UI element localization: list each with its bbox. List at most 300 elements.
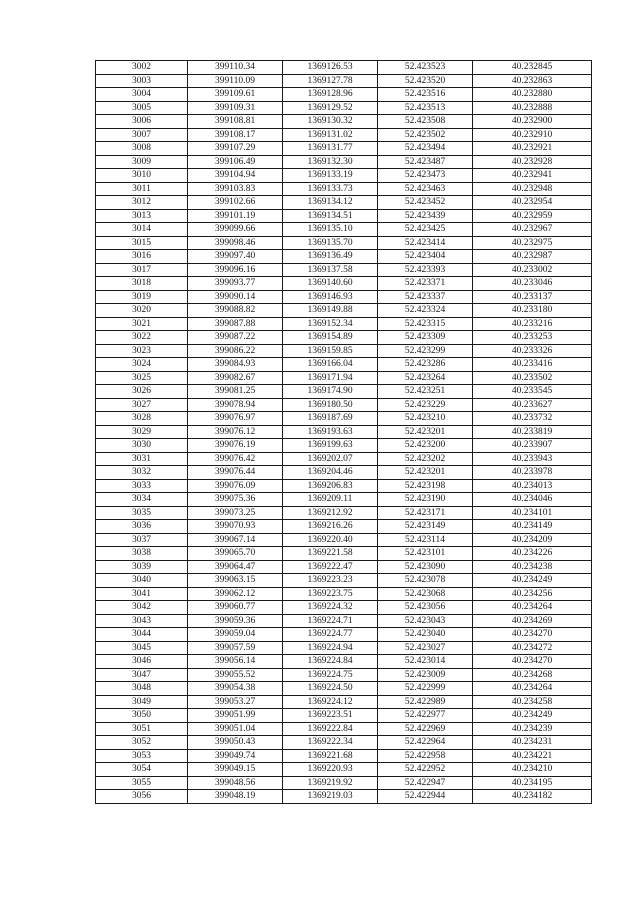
longitude-cell: 40.233627 [473, 398, 592, 412]
y-coordinate-cell: 1369166.04 [283, 358, 378, 372]
y-coordinate-cell: 1369220.40 [283, 533, 378, 547]
latitude-cell: 52.423299 [378, 344, 473, 358]
point-number-cell: 3046 [96, 655, 188, 669]
y-coordinate-cell: 1369219.03 [283, 790, 378, 804]
x-coordinate-cell: 399076.19 [188, 439, 283, 453]
point-number-cell: 3013 [96, 209, 188, 223]
y-coordinate-cell: 1369174.90 [283, 385, 378, 399]
longitude-cell: 40.233180 [473, 304, 592, 318]
point-number-cell: 3043 [96, 614, 188, 628]
y-coordinate-cell: 1369127.78 [283, 74, 378, 88]
longitude-cell: 40.232910 [473, 128, 592, 142]
y-coordinate-cell: 1369135.70 [283, 236, 378, 250]
x-coordinate-cell: 399073.25 [188, 506, 283, 520]
latitude-cell: 52.422969 [378, 722, 473, 736]
coordinates-table-body [96, 61, 592, 804]
point-number-cell: 3016 [96, 250, 188, 264]
x-coordinate-cell: 399109.31 [188, 101, 283, 115]
latitude-cell: 52.423494 [378, 142, 473, 156]
latitude-cell: 52.423078 [378, 574, 473, 588]
y-coordinate-cell: 1369133.73 [283, 182, 378, 196]
y-coordinate-cell: 1369212.92 [283, 506, 378, 520]
y-coordinate-cell: 1369224.32 [283, 601, 378, 615]
point-number-cell: 3028 [96, 412, 188, 426]
table-row [96, 628, 592, 642]
longitude-cell: 40.234046 [473, 493, 592, 507]
longitude-cell: 40.233943 [473, 452, 592, 466]
y-coordinate-cell: 1369132.30 [283, 155, 378, 169]
point-number-cell: 3039 [96, 560, 188, 574]
longitude-cell: 40.234195 [473, 776, 592, 790]
table-row [96, 763, 592, 777]
point-number-cell: 3031 [96, 452, 188, 466]
point-number-cell: 3030 [96, 439, 188, 453]
longitude-cell: 40.234268 [473, 668, 592, 682]
x-coordinate-cell: 399103.83 [188, 182, 283, 196]
latitude-cell: 52.423201 [378, 425, 473, 439]
table-row [96, 655, 592, 669]
point-number-cell: 3053 [96, 749, 188, 763]
longitude-cell: 40.233416 [473, 358, 592, 372]
longitude-cell: 40.234269 [473, 614, 592, 628]
latitude-cell: 52.423393 [378, 263, 473, 277]
point-number-cell: 3026 [96, 385, 188, 399]
latitude-cell: 52.423508 [378, 115, 473, 129]
table-row [96, 250, 592, 264]
x-coordinate-cell: 399081.25 [188, 385, 283, 399]
table-row [96, 169, 592, 183]
latitude-cell: 52.423516 [378, 88, 473, 102]
y-coordinate-cell: 1369128.96 [283, 88, 378, 102]
latitude-cell: 52.423043 [378, 614, 473, 628]
y-coordinate-cell: 1369221.58 [283, 547, 378, 561]
y-coordinate-cell: 1369224.12 [283, 695, 378, 709]
table-row [96, 587, 592, 601]
latitude-cell: 52.423324 [378, 304, 473, 318]
x-coordinate-cell: 399048.19 [188, 790, 283, 804]
latitude-cell: 52.423210 [378, 412, 473, 426]
point-number-cell: 3015 [96, 236, 188, 250]
y-coordinate-cell: 1369222.84 [283, 722, 378, 736]
point-number-cell: 3032 [96, 466, 188, 480]
x-coordinate-cell: 399076.44 [188, 466, 283, 480]
latitude-cell: 52.422999 [378, 682, 473, 696]
point-number-cell: 3042 [96, 601, 188, 615]
table-row [96, 493, 592, 507]
point-number-cell: 3050 [96, 709, 188, 723]
longitude-cell: 40.233216 [473, 317, 592, 331]
latitude-cell: 52.423200 [378, 439, 473, 453]
latitude-cell: 52.423090 [378, 560, 473, 574]
x-coordinate-cell: 399108.17 [188, 128, 283, 142]
latitude-cell: 52.423286 [378, 358, 473, 372]
table-row [96, 236, 592, 250]
y-coordinate-cell: 1369223.75 [283, 587, 378, 601]
point-number-cell: 3034 [96, 493, 188, 507]
y-coordinate-cell: 1369223.51 [283, 709, 378, 723]
longitude-cell: 40.234210 [473, 763, 592, 777]
table-row [96, 196, 592, 210]
table-row [96, 358, 592, 372]
y-coordinate-cell: 1369180.50 [283, 398, 378, 412]
longitude-cell: 40.232863 [473, 74, 592, 88]
point-number-cell: 3040 [96, 574, 188, 588]
table-row [96, 452, 592, 466]
longitude-cell: 40.232954 [473, 196, 592, 210]
x-coordinate-cell: 399076.12 [188, 425, 283, 439]
y-coordinate-cell: 1369224.84 [283, 655, 378, 669]
latitude-cell: 52.423452 [378, 196, 473, 210]
point-number-cell: 3006 [96, 115, 188, 129]
x-coordinate-cell: 399106.49 [188, 155, 283, 169]
y-coordinate-cell: 1369224.71 [283, 614, 378, 628]
y-coordinate-cell: 1369134.51 [283, 209, 378, 223]
longitude-cell: 40.233046 [473, 277, 592, 291]
y-coordinate-cell: 1369199.63 [283, 439, 378, 453]
point-number-cell: 3054 [96, 763, 188, 777]
table-row [96, 695, 592, 709]
y-coordinate-cell: 1369202.07 [283, 452, 378, 466]
latitude-cell: 52.423198 [378, 479, 473, 493]
x-coordinate-cell: 399050.43 [188, 736, 283, 750]
latitude-cell: 52.423315 [378, 317, 473, 331]
y-coordinate-cell: 1369154.89 [283, 331, 378, 345]
point-number-cell: 3052 [96, 736, 188, 750]
y-coordinate-cell: 1369222.34 [283, 736, 378, 750]
latitude-cell: 52.423027 [378, 641, 473, 655]
point-number-cell: 3022 [96, 331, 188, 345]
latitude-cell: 52.423337 [378, 290, 473, 304]
point-number-cell: 3033 [96, 479, 188, 493]
x-coordinate-cell: 399109.61 [188, 88, 283, 102]
x-coordinate-cell: 399063.15 [188, 574, 283, 588]
y-coordinate-cell: 1369149.88 [283, 304, 378, 318]
y-coordinate-cell: 1369220.93 [283, 763, 378, 777]
x-coordinate-cell: 399059.36 [188, 614, 283, 628]
y-coordinate-cell: 1369224.75 [283, 668, 378, 682]
x-coordinate-cell: 399054.38 [188, 682, 283, 696]
longitude-cell: 40.234149 [473, 520, 592, 534]
table-row [96, 574, 592, 588]
x-coordinate-cell: 399048.56 [188, 776, 283, 790]
longitude-cell: 40.232959 [473, 209, 592, 223]
longitude-cell: 40.233137 [473, 290, 592, 304]
x-coordinate-cell: 399067.14 [188, 533, 283, 547]
x-coordinate-cell: 399053.27 [188, 695, 283, 709]
point-number-cell: 3012 [96, 196, 188, 210]
y-coordinate-cell: 1369221.68 [283, 749, 378, 763]
table-row [96, 520, 592, 534]
x-coordinate-cell: 399070.93 [188, 520, 283, 534]
y-coordinate-cell: 1369137.58 [283, 263, 378, 277]
point-number-cell: 3025 [96, 371, 188, 385]
longitude-cell: 40.234231 [473, 736, 592, 750]
x-coordinate-cell: 399076.42 [188, 452, 283, 466]
x-coordinate-cell: 399093.77 [188, 277, 283, 291]
longitude-cell: 40.232941 [473, 169, 592, 183]
x-coordinate-cell: 399087.22 [188, 331, 283, 345]
longitude-cell: 40.233545 [473, 385, 592, 399]
latitude-cell: 52.422989 [378, 695, 473, 709]
y-coordinate-cell: 1369133.19 [283, 169, 378, 183]
y-coordinate-cell: 1369223.23 [283, 574, 378, 588]
x-coordinate-cell: 399057.59 [188, 641, 283, 655]
latitude-cell: 52.423101 [378, 547, 473, 561]
point-number-cell: 3007 [96, 128, 188, 142]
x-coordinate-cell: 399060.77 [188, 601, 283, 615]
y-coordinate-cell: 1369204.46 [283, 466, 378, 480]
table-row [96, 182, 592, 196]
x-coordinate-cell: 399049.74 [188, 749, 283, 763]
latitude-cell: 52.423473 [378, 169, 473, 183]
point-number-cell: 3017 [96, 263, 188, 277]
y-coordinate-cell: 1369206.83 [283, 479, 378, 493]
point-number-cell: 3049 [96, 695, 188, 709]
point-number-cell: 3004 [96, 88, 188, 102]
table-row [96, 668, 592, 682]
table-row [96, 223, 592, 237]
latitude-cell: 52.423264 [378, 371, 473, 385]
longitude-cell: 40.233253 [473, 331, 592, 345]
x-coordinate-cell: 399049.15 [188, 763, 283, 777]
point-number-cell: 3055 [96, 776, 188, 790]
table-row [96, 331, 592, 345]
y-coordinate-cell: 1369140.60 [283, 277, 378, 291]
point-number-cell: 3037 [96, 533, 188, 547]
x-coordinate-cell: 399051.04 [188, 722, 283, 736]
point-number-cell: 3044 [96, 628, 188, 642]
latitude-cell: 52.422964 [378, 736, 473, 750]
x-coordinate-cell: 399098.46 [188, 236, 283, 250]
latitude-cell: 52.423513 [378, 101, 473, 115]
point-number-cell: 3018 [96, 277, 188, 291]
latitude-cell: 52.423009 [378, 668, 473, 682]
table-row [96, 209, 592, 223]
point-number-cell: 3041 [96, 587, 188, 601]
y-coordinate-cell: 1369224.77 [283, 628, 378, 642]
table-row [96, 155, 592, 169]
table-row [96, 736, 592, 750]
y-coordinate-cell: 1369219.92 [283, 776, 378, 790]
table-row [96, 88, 592, 102]
table-row [96, 533, 592, 547]
point-number-cell: 3008 [96, 142, 188, 156]
longitude-cell: 40.234013 [473, 479, 592, 493]
table-row [96, 277, 592, 291]
y-coordinate-cell: 1369159.85 [283, 344, 378, 358]
x-coordinate-cell: 399084.93 [188, 358, 283, 372]
longitude-cell: 40.232967 [473, 223, 592, 237]
y-coordinate-cell: 1369130.32 [283, 115, 378, 129]
y-coordinate-cell: 1369193.63 [283, 425, 378, 439]
y-coordinate-cell: 1369222.47 [283, 560, 378, 574]
y-coordinate-cell: 1369136.49 [283, 250, 378, 264]
latitude-cell: 52.423487 [378, 155, 473, 169]
longitude-cell: 40.234182 [473, 790, 592, 804]
x-coordinate-cell: 399062.12 [188, 587, 283, 601]
table-row [96, 128, 592, 142]
table-row [96, 439, 592, 453]
table-row [96, 425, 592, 439]
longitude-cell: 40.232880 [473, 88, 592, 102]
longitude-cell: 40.234249 [473, 574, 592, 588]
longitude-cell: 40.234239 [473, 722, 592, 736]
point-number-cell: 3020 [96, 304, 188, 318]
y-coordinate-cell: 1369131.77 [283, 142, 378, 156]
point-number-cell: 3029 [96, 425, 188, 439]
table-row [96, 344, 592, 358]
latitude-cell: 52.422947 [378, 776, 473, 790]
x-coordinate-cell: 399107.29 [188, 142, 283, 156]
y-coordinate-cell: 1369126.53 [283, 61, 378, 75]
y-coordinate-cell: 1369135.10 [283, 223, 378, 237]
table-row [96, 749, 592, 763]
latitude-cell: 52.423149 [378, 520, 473, 534]
table-row [96, 709, 592, 723]
table-row [96, 290, 592, 304]
table-row [96, 412, 592, 426]
longitude-cell: 40.232975 [473, 236, 592, 250]
x-coordinate-cell: 399076.97 [188, 412, 283, 426]
longitude-cell: 40.234264 [473, 682, 592, 696]
x-coordinate-cell: 399051.99 [188, 709, 283, 723]
y-coordinate-cell: 1369224.50 [283, 682, 378, 696]
point-number-cell: 3023 [96, 344, 188, 358]
y-coordinate-cell: 1369209.11 [283, 493, 378, 507]
longitude-cell: 40.234258 [473, 695, 592, 709]
y-coordinate-cell: 1369146.93 [283, 290, 378, 304]
point-number-cell: 3005 [96, 101, 188, 115]
latitude-cell: 52.422958 [378, 749, 473, 763]
longitude-cell: 40.233978 [473, 466, 592, 480]
table-row [96, 115, 592, 129]
longitude-cell: 40.232845 [473, 61, 592, 75]
latitude-cell: 52.423014 [378, 655, 473, 669]
y-coordinate-cell: 1369171.94 [283, 371, 378, 385]
table-row [96, 547, 592, 561]
point-number-cell: 3027 [96, 398, 188, 412]
table-row [96, 682, 592, 696]
latitude-cell: 52.423171 [378, 506, 473, 520]
point-number-cell: 3036 [96, 520, 188, 534]
x-coordinate-cell: 399090.14 [188, 290, 283, 304]
latitude-cell: 52.422977 [378, 709, 473, 723]
latitude-cell: 52.423404 [378, 250, 473, 264]
x-coordinate-cell: 399099.66 [188, 223, 283, 237]
table-row [96, 466, 592, 480]
point-number-cell: 3038 [96, 547, 188, 561]
y-coordinate-cell: 1369216.26 [283, 520, 378, 534]
latitude-cell: 52.423056 [378, 601, 473, 615]
longitude-cell: 40.232928 [473, 155, 592, 169]
x-coordinate-cell: 399101.19 [188, 209, 283, 223]
longitude-cell: 40.233907 [473, 439, 592, 453]
latitude-cell: 52.423425 [378, 223, 473, 237]
point-number-cell: 3024 [96, 358, 188, 372]
point-number-cell: 3035 [96, 506, 188, 520]
x-coordinate-cell: 399075.36 [188, 493, 283, 507]
longitude-cell: 40.234101 [473, 506, 592, 520]
x-coordinate-cell: 399096.16 [188, 263, 283, 277]
point-number-cell: 3011 [96, 182, 188, 196]
x-coordinate-cell: 399087.88 [188, 317, 283, 331]
table-row [96, 479, 592, 493]
latitude-cell: 52.423229 [378, 398, 473, 412]
longitude-cell: 40.234272 [473, 641, 592, 655]
table-row [96, 560, 592, 574]
longitude-cell: 40.232948 [473, 182, 592, 196]
point-number-cell: 3048 [96, 682, 188, 696]
point-number-cell: 3021 [96, 317, 188, 331]
latitude-cell: 52.423202 [378, 452, 473, 466]
x-coordinate-cell: 399110.34 [188, 61, 283, 75]
point-number-cell: 3009 [96, 155, 188, 169]
longitude-cell: 40.232987 [473, 250, 592, 264]
point-number-cell: 3056 [96, 790, 188, 804]
longitude-cell: 40.233819 [473, 425, 592, 439]
latitude-cell: 52.423463 [378, 182, 473, 196]
x-coordinate-cell: 399056.14 [188, 655, 283, 669]
x-coordinate-cell: 399110.09 [188, 74, 283, 88]
latitude-cell: 52.423309 [378, 331, 473, 345]
table-row [96, 790, 592, 804]
x-coordinate-cell: 399108.81 [188, 115, 283, 129]
longitude-cell: 40.234221 [473, 749, 592, 763]
x-coordinate-cell: 399097.40 [188, 250, 283, 264]
y-coordinate-cell: 1369152.34 [283, 317, 378, 331]
x-coordinate-cell: 399086.22 [188, 344, 283, 358]
longitude-cell: 40.234238 [473, 560, 592, 574]
table-row [96, 263, 592, 277]
table-row [96, 641, 592, 655]
longitude-cell: 40.234249 [473, 709, 592, 723]
table-row [96, 101, 592, 115]
point-number-cell: 3014 [96, 223, 188, 237]
latitude-cell: 52.422952 [378, 763, 473, 777]
latitude-cell: 52.423040 [378, 628, 473, 642]
longitude-cell: 40.232900 [473, 115, 592, 129]
table-row [96, 385, 592, 399]
x-coordinate-cell: 399104.94 [188, 169, 283, 183]
table-row [96, 74, 592, 88]
point-number-cell: 3002 [96, 61, 188, 75]
point-number-cell: 3047 [96, 668, 188, 682]
y-coordinate-cell: 1369131.02 [283, 128, 378, 142]
x-coordinate-cell: 399055.52 [188, 668, 283, 682]
longitude-cell: 40.234256 [473, 587, 592, 601]
latitude-cell: 52.423068 [378, 587, 473, 601]
table-row [96, 142, 592, 156]
latitude-cell: 52.423439 [378, 209, 473, 223]
longitude-cell: 40.234226 [473, 547, 592, 561]
longitude-cell: 40.233002 [473, 263, 592, 277]
latitude-cell: 52.423414 [378, 236, 473, 250]
point-number-cell: 3045 [96, 641, 188, 655]
x-coordinate-cell: 399064.47 [188, 560, 283, 574]
longitude-cell: 40.234264 [473, 601, 592, 615]
latitude-cell: 52.423190 [378, 493, 473, 507]
y-coordinate-cell: 1369129.52 [283, 101, 378, 115]
table-row [96, 601, 592, 615]
latitude-cell: 52.423114 [378, 533, 473, 547]
table-row [96, 722, 592, 736]
y-coordinate-cell: 1369224.94 [283, 641, 378, 655]
longitude-cell: 40.233502 [473, 371, 592, 385]
point-number-cell: 3003 [96, 74, 188, 88]
x-coordinate-cell: 399088.82 [188, 304, 283, 318]
coordinates-table [95, 60, 592, 804]
longitude-cell: 40.232888 [473, 101, 592, 115]
